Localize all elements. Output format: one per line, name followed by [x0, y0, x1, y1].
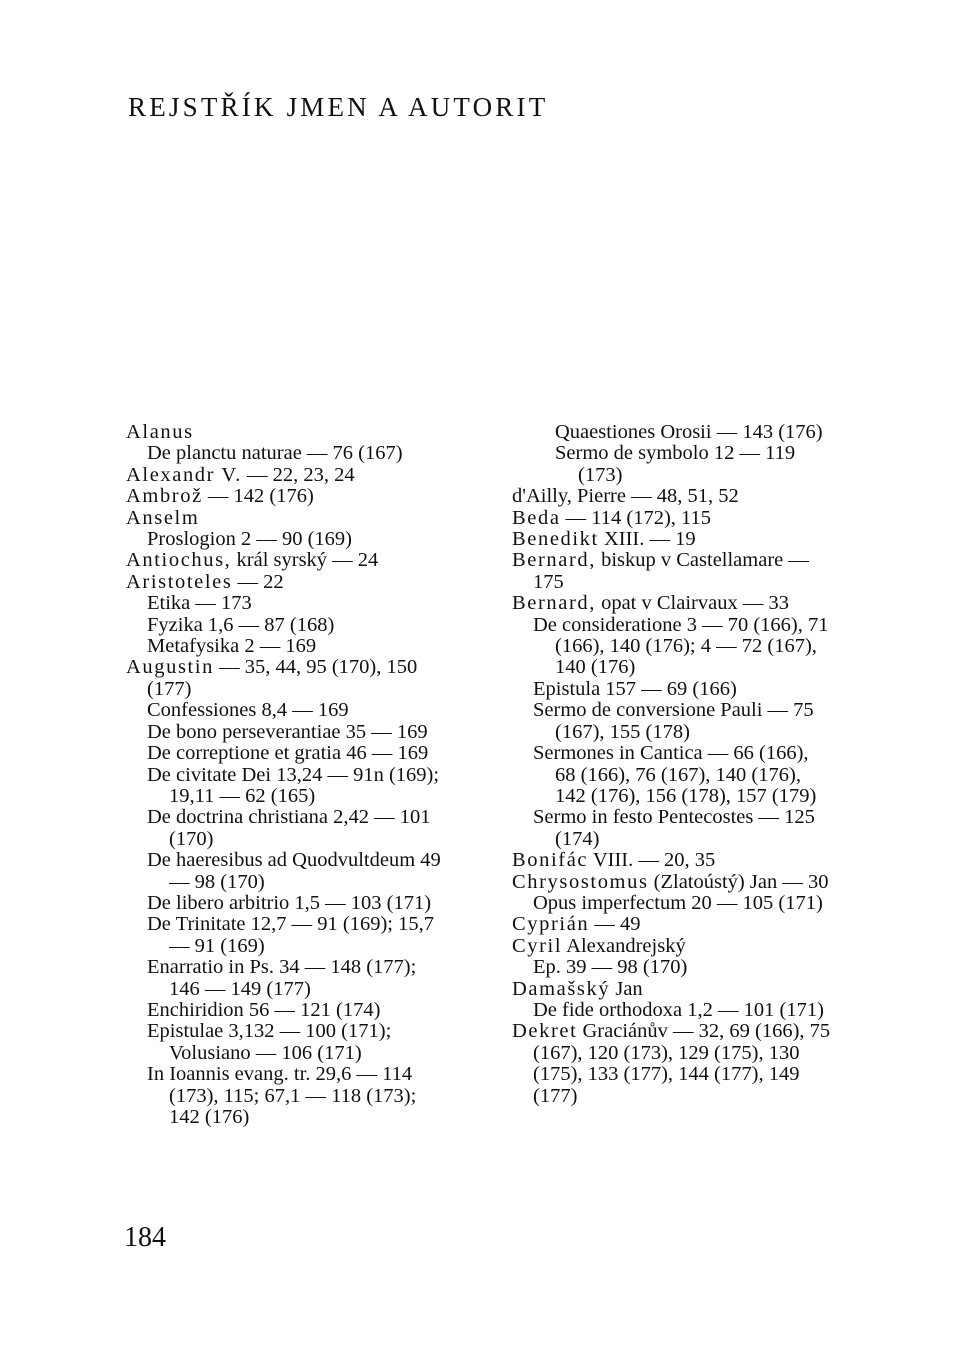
entry-text: De consideratione 3 — 70 (166), 71 (166), 140 (176); 4 — 72 (167), 140 (176): [533, 613, 829, 679]
entry-name: Bonifác: [512, 849, 589, 872]
entry-text: De fide orthodoxa 1,2 — 101 (171): [533, 998, 824, 1021]
entry-text: De doctrina christiana 2,42 — 101 (170): [147, 806, 431, 850]
index-subentry: [126, 722, 448, 743]
entry-text: De Trinitate 12,7 — 91 (169); 15,7 — 91 (169): [147, 913, 434, 957]
entry-text: — 35, 44, 95 (170), 150 (177): [147, 656, 418, 700]
index-subentry: [126, 1000, 448, 1021]
entry-text: — 49: [589, 913, 641, 936]
index-subentry: [126, 636, 448, 657]
entry-text: — 22: [232, 570, 284, 593]
index-subentry: [126, 893, 448, 914]
entry-text: d'Ailly, Pierre — 48, 51, 52: [512, 485, 739, 508]
index-subentry: [512, 743, 834, 807]
index-subentry: [126, 443, 448, 464]
index-entry: [512, 872, 834, 893]
index-entry: [512, 850, 834, 871]
index-subentry: [126, 615, 448, 636]
entry-text: Metafysika 2 — 169: [147, 635, 317, 658]
index-entry: [126, 508, 448, 529]
entry-text: biskup v Castellamare — 175: [533, 549, 809, 593]
entry-text: Confessiones 8,4 — 169: [147, 699, 349, 722]
index-entry: [126, 657, 448, 700]
index-subentry: [512, 700, 834, 743]
entry-text: Alexandrejský: [562, 934, 686, 957]
index-subentry: [126, 593, 448, 614]
index-entry: [512, 593, 834, 614]
entry-text: opat v Clairvaux — 33: [595, 592, 789, 615]
entry-name: Chrysostomus: [512, 870, 649, 893]
index-subentry: [512, 893, 834, 914]
entry-name: Antiochus,: [126, 549, 232, 572]
entry-text: Graciánův — 32, 69 (166), 75 (167), 120 (173), 129 (175), 130 (175), 133 (177), 144 (177), 149 (177): [533, 1020, 831, 1107]
entry-name: Cyril: [512, 934, 563, 957]
entry-name: Beda: [512, 506, 561, 529]
index-entry: [512, 936, 834, 957]
index-entry: [512, 979, 834, 1000]
entry-name: Augustin: [126, 656, 214, 679]
entry-text: De correptione et gratia 46 — 169: [147, 742, 429, 765]
index-entry: [512, 550, 834, 593]
entry-text: Sermo in festo Pentecostes — 125 (174): [533, 806, 815, 850]
entry-text: Jan: [610, 977, 643, 1000]
entry-text: Fyzika 1,6 — 87 (168): [147, 613, 335, 636]
index-subentry: [126, 765, 448, 808]
index-subentry: [512, 1000, 834, 1021]
index-entry: [512, 1021, 834, 1107]
entry-text: Enchiridion 56 — 121 (174): [147, 998, 381, 1021]
entry-text: (Zlatoústý) Jan — 30: [648, 870, 829, 893]
entry-name: Benedikt: [512, 528, 599, 551]
entry-name: Aristoteles: [126, 570, 233, 593]
entry-text: — 22, 23, 24: [241, 463, 355, 486]
index-subentry: [512, 679, 834, 700]
index-subentry: [126, 743, 448, 764]
entry-name: Bernard,: [512, 549, 596, 572]
entry-text: Proslogion 2 — 90 (169): [147, 528, 352, 551]
index-subentry: [126, 1021, 448, 1064]
index-subentry: [512, 443, 834, 486]
entry-name: Dekret: [512, 1020, 578, 1043]
entry-text: Epistulae 3,132 — 100 (171); Volusiano — 106 (171): [147, 1020, 392, 1064]
index-subentry: [126, 850, 448, 893]
index-column-right: [512, 422, 834, 1107]
entry-name: Bernard,: [512, 592, 596, 615]
entry-text: De bono perseverantiae 35 — 169: [147, 720, 428, 743]
entry-text: Sermo de conversione Pauli — 75 (167), 155 (178): [533, 699, 814, 743]
index-subentry: [512, 422, 834, 443]
entry-text: De libero arbitrio 1,5 — 103 (171): [147, 891, 432, 914]
index-subentry: [512, 615, 834, 679]
entry-name: Damašský: [512, 977, 611, 1000]
entry-text: Quaestiones Orosii — 143 (176): [555, 421, 823, 443]
entry-name: Alanus: [126, 421, 194, 443]
entry-text: Opus imperfectum 20 — 105 (171): [533, 891, 823, 914]
entry-text: In Ioannis evang. tr. 29,6 — 114 (173), 115; 67,1 — 118 (173); 142 (176): [147, 1063, 417, 1128]
entry-name: Cyprián: [512, 913, 590, 936]
index-column-left: [126, 422, 448, 1128]
entry-text: — 142 (176): [202, 485, 314, 508]
entry-text: Ep. 39 — 98 (170): [533, 956, 688, 979]
page-number: 184: [124, 1222, 166, 1253]
index-subentry: [126, 957, 448, 1000]
index-entry: [126, 550, 448, 571]
entry-text: Sermones in Cantica — 66 (166), 68 (166), 76 (167), 140 (176), 142 (176), 156 (178), 157 (179): [533, 742, 817, 807]
index-subentry: [126, 1064, 448, 1128]
entry-text: VIII. — 20, 35: [588, 849, 716, 872]
page-title: REJSTŘÍK JMEN A AUTORIT: [128, 92, 549, 122]
index-entry: [512, 508, 834, 529]
entry-text: Epistula 157 — 69 (166): [533, 677, 737, 700]
entry-text: král syrský — 24: [231, 549, 379, 572]
index-entry: [126, 422, 448, 443]
index-subentry: [512, 957, 834, 978]
index-subentry: [126, 807, 448, 850]
entry-text: De civitate Dei 13,24 — 91n (169); 19,11 — 62 (165): [147, 763, 440, 807]
index-subentry: [512, 807, 834, 850]
index-entry: [512, 914, 834, 935]
entry-text: — 114 (172), 115: [560, 506, 712, 529]
entry-name: Anselm: [126, 506, 200, 529]
index-subentry: [126, 529, 448, 550]
index-entry: [126, 465, 448, 486]
index-entry: [512, 529, 834, 550]
entry-text: Sermo de symbolo 12 — 119 (173): [555, 442, 796, 486]
entry-text: Enarratio in Ps. 34 — 148 (177); 146 — 149 (177): [147, 956, 417, 1000]
entry-text: Etika — 173: [147, 592, 252, 615]
entry-name: Alexandr V.: [126, 463, 242, 486]
entry-text: XIII. — 19: [598, 528, 696, 551]
index-entry: [512, 486, 834, 507]
entry-text: De haeresibus ad Quodvultdeum 49 — 98 (170): [147, 849, 441, 893]
index-entry: [126, 486, 448, 507]
index-subentry: [126, 700, 448, 721]
entry-text: De planctu naturae — 76 (167): [147, 442, 403, 465]
index-subentry: [126, 914, 448, 957]
index-entry: [126, 572, 448, 593]
entry-name: Ambrož: [126, 485, 203, 508]
